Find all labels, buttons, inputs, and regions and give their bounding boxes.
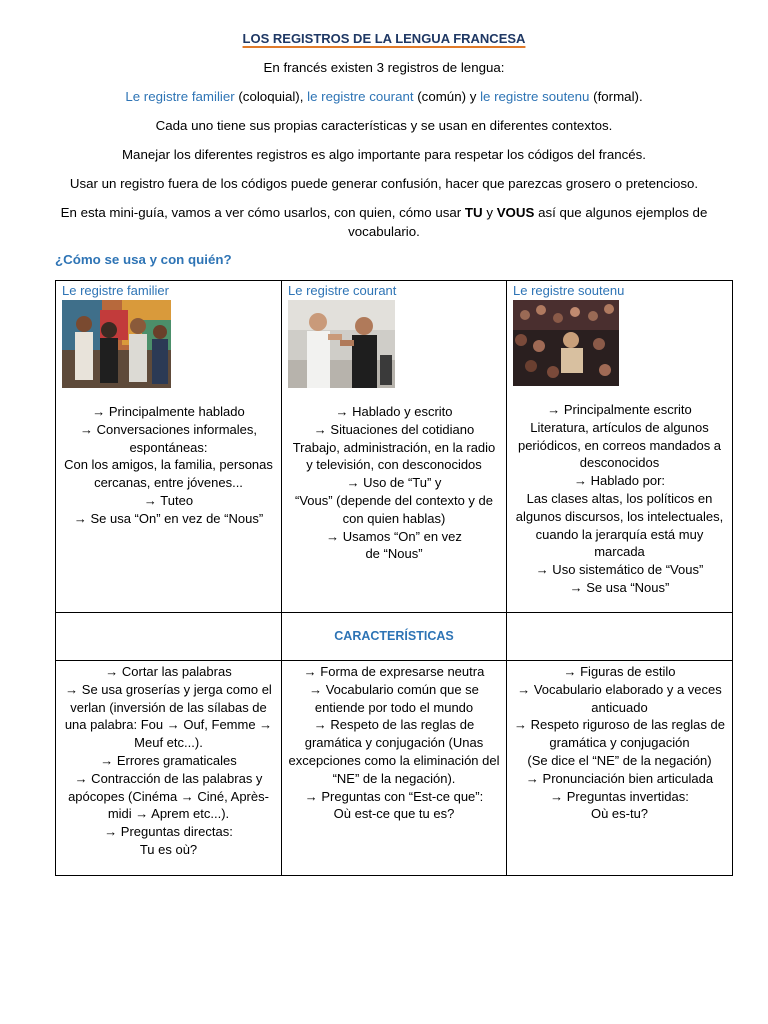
intro-line-3: Cada uno tiene sus propias características y se usan en diferentes contextos.: [155, 118, 613, 133]
characteristics-label: CARACTERÍSTICAS: [334, 629, 454, 643]
tu-keyword: TU: [464, 205, 483, 220]
crowd-audience-image: [513, 300, 619, 386]
familier-features-list: → Cortar las palabras → Se usa groserías y jerga como el verlan (inversión de las sílabas de una palabra: Fou → Ouf, Femme → Meuf etc...). → Errores gramaticales → Contracción de las palabras y apócopes (Cinéma → Ciné, Après-midi → Aprem etc...). → Preguntas directas: Tu es où?: [64, 664, 273, 857]
characteristics-empty-left: [56, 613, 282, 661]
soutenu-usage-cell: [507, 281, 733, 613]
intro-line-4: Manejar los diferentes registros es algo importante para respetar los códigos del francés.: [121, 147, 647, 162]
intro-line-1: En francés existen 3 registros de lengua:: [263, 60, 505, 75]
registre-courant-term: le registre courant: [307, 89, 414, 104]
courant-features-list: → Forma de expresarse neutra → Vocabulario común que se entiende por todo el mundo → Respeto de las reglas de gramática y conjugación (Unas excepciones como la eliminación del “NE” de la negación). → Preguntas con “Est-ce que”: Où est-ce que tu es?: [288, 664, 500, 822]
courant-heading: Le registre courant: [288, 283, 397, 298]
characteristics-label-cell: [282, 613, 507, 661]
courant-usage-cell: [282, 281, 507, 613]
courant-usage-list: → Hablado y escrito → Situaciones del cotidiano Trabajo, administración, en la radio y televisión, con desconocidos → Uso de “Tu” y “Vous” (depende del contexto y de con quien hablas) → Usamos “On” en vez de “Nous”: [292, 404, 496, 562]
soutenu-features-list: → Figuras de estilo → Vocabulario elaborado y a veces anticuado → Respeto riguroso de las reglas de gramática y conjugación (Se dice el “NE” de la negación) → Pronunciación bien articulada → Preguntas invertidas: Où es-tu?: [513, 664, 725, 822]
section-title: ¿Cómo se usa y con quién?: [55, 252, 232, 267]
registre-soutenu-term: le registre soutenu: [480, 89, 590, 104]
familier-usage-cell: [56, 281, 282, 613]
crowd-audience-photo: [513, 300, 619, 386]
soutenu-usage-list: → Principalmente escrito Literatura, artículos de algunos periódicos, en correos mandados a desconocidos → Hablado por: Las clases altas, los políticos en algunos discursos, los intelectuales, cuando la jerarquía está muy marcada → Uso sistemático de “Vous” → Se usa “Nous”: [515, 402, 724, 595]
friends-group-photo: [62, 300, 171, 388]
soutenu-features-cell: [507, 661, 733, 876]
familier-heading: Le registre familier: [62, 283, 169, 298]
two-men-talking-photo: [288, 300, 395, 388]
features-row: [56, 661, 733, 876]
usage-row: [56, 281, 733, 613]
vous-keyword: VOUS: [496, 205, 535, 220]
intro-line-6: En esta mini-guía, vamos a ver cómo usarlos, con quien, cómo usar TU y VOUS así que algunos ejemplos de vocabulario.: [60, 205, 708, 239]
familier-features-cell: [56, 661, 282, 876]
two-men-talking-image: [288, 300, 395, 388]
intro-line-2: Le registre familier (coloquial), le registre courant (común) y le registre soutenu (formal).: [125, 89, 643, 104]
familier-usage-list: → Principalmente hablado → Conversaciones informales, espontáneas: Con los amigos, la familia, personas cercanas, entre jóvenes... → Tuteo → Se usa “On” en vez de “Nous”: [64, 404, 273, 526]
intro-line-5: Usar un registro fuera de los códigos puede generar confusión, hacer que parezcas grosero o pretencioso.: [69, 176, 699, 191]
registre-familier-term: Le registre familier: [125, 89, 235, 104]
courant-features-cell: [282, 661, 507, 876]
friends-group-image: [62, 300, 171, 388]
soutenu-heading: Le registre soutenu: [513, 283, 625, 298]
page-title: LOS REGISTROS DE LA LENGUA FRANCESA: [242, 31, 526, 46]
characteristics-header-row: [56, 613, 733, 661]
registers-table: [55, 280, 733, 876]
characteristics-empty-right: [507, 613, 733, 661]
